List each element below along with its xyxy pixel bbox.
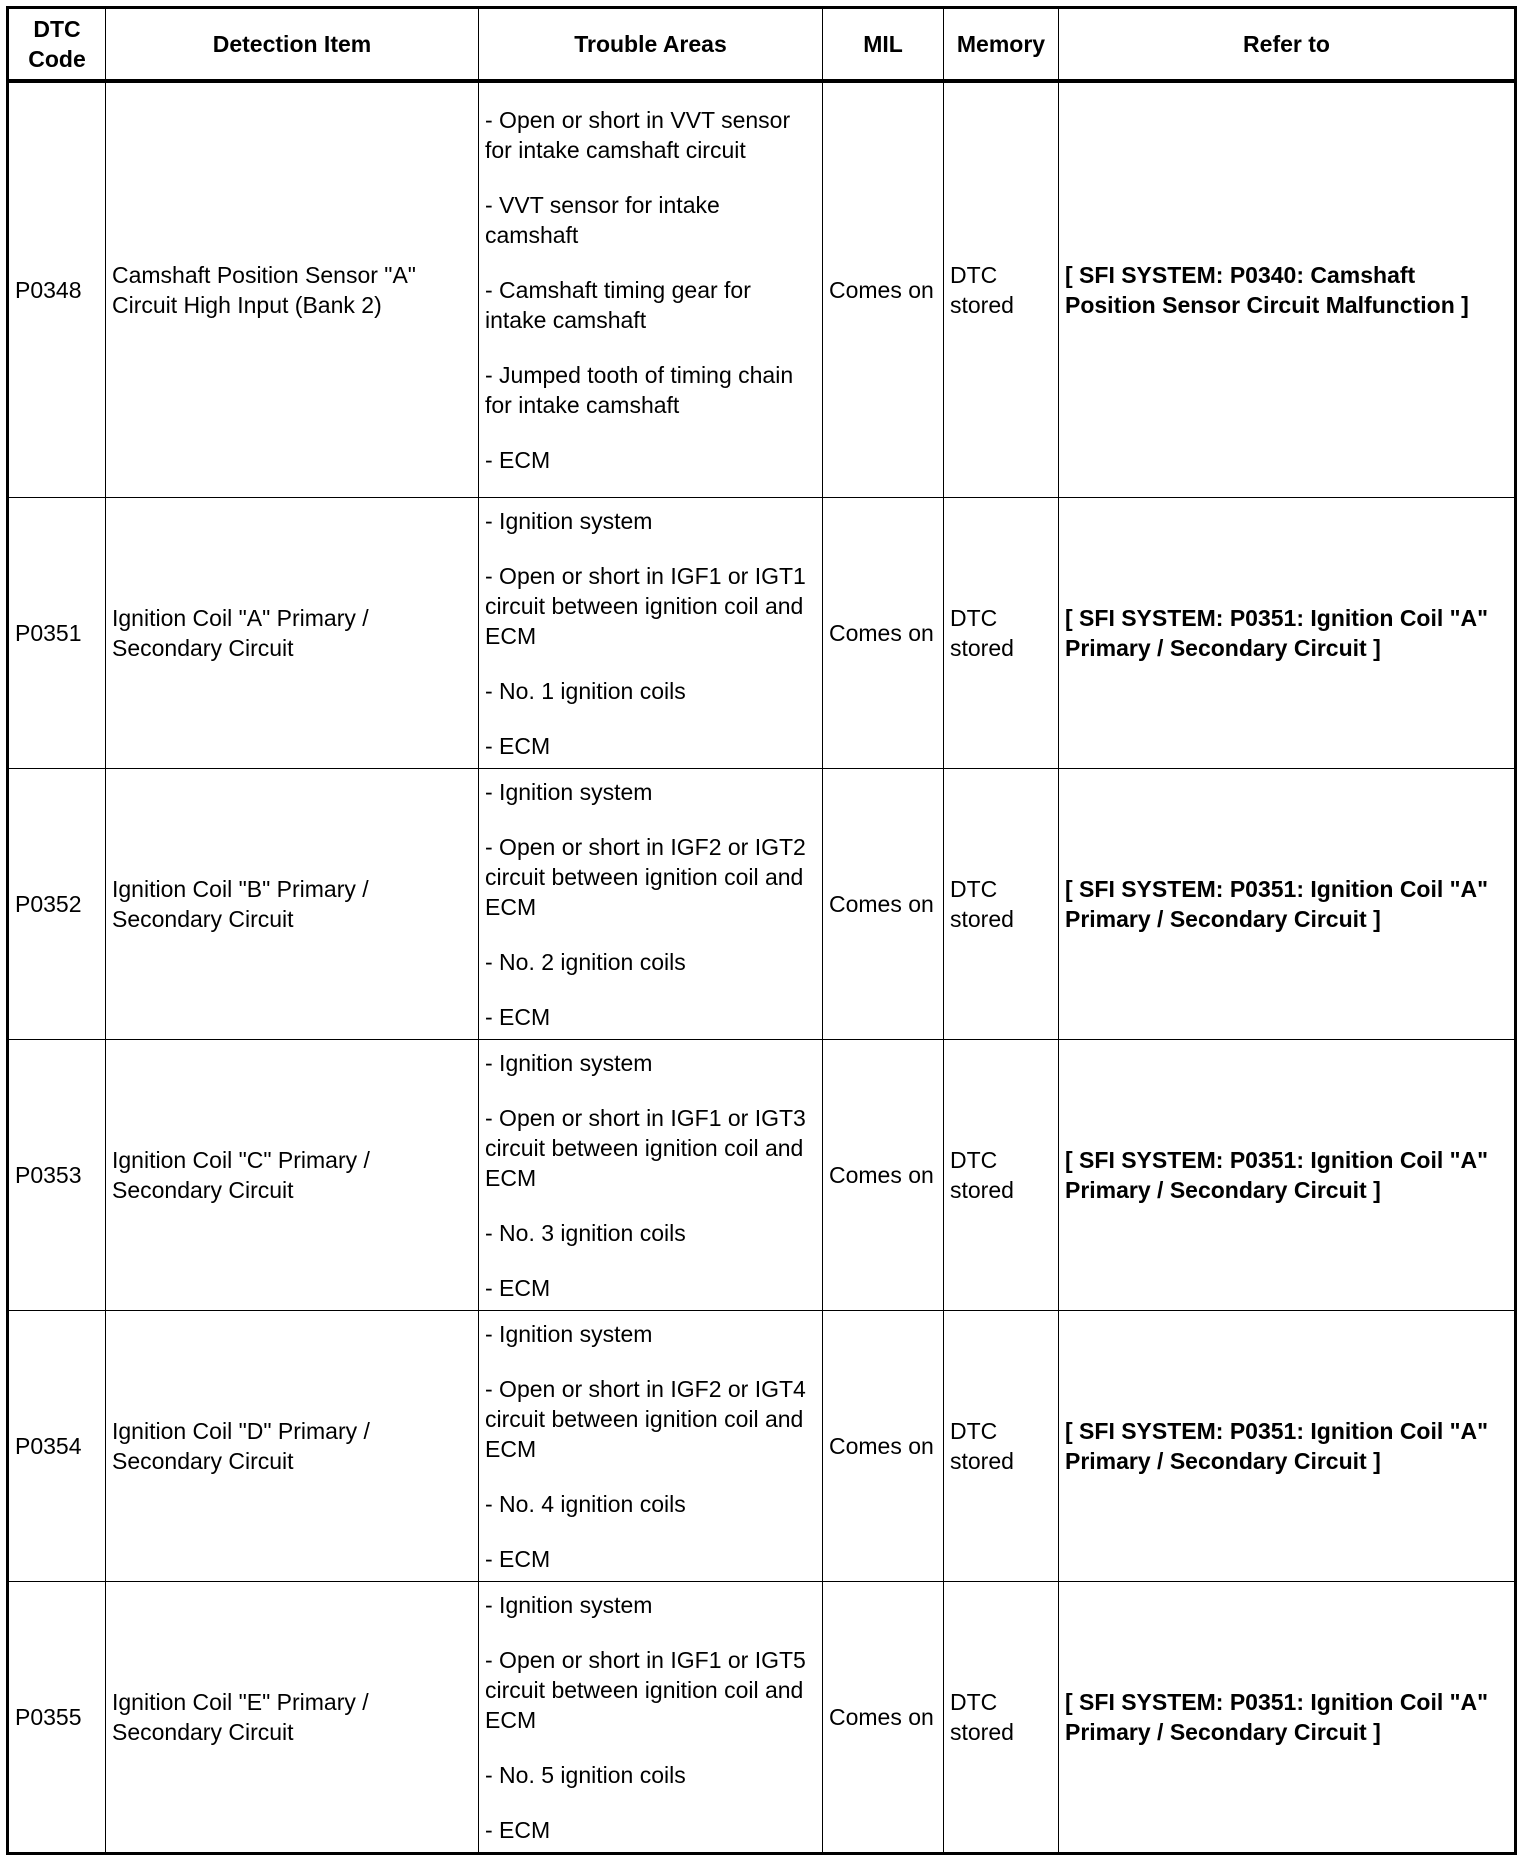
dtc-code: P0355 [8, 1582, 106, 1854]
mil-status: Comes on [823, 81, 944, 498]
trouble-area-item: - No. 4 ignition coils [485, 1490, 686, 1517]
trouble-area-item: - ECM [485, 1816, 551, 1843]
header-refer-to: Refer to [1059, 8, 1516, 82]
trouble-area-item: - No. 1 ignition coils [485, 677, 686, 704]
table-row [8, 498, 1516, 769]
trouble-area-item: - Ignition system [485, 778, 653, 805]
trouble-area-item: - Open or short in IGF1 or IGT5 circuit between ignition coil and ECM [485, 1646, 806, 1733]
dtc-code: P0354 [8, 1311, 106, 1582]
trouble-area-item: - Ignition system [485, 1591, 653, 1618]
memory-status: DTC stored [944, 498, 1059, 769]
header-dtc-code: DTC Code [8, 8, 106, 82]
dtc-code: P0352 [8, 769, 106, 1040]
dtc-table [6, 6, 1517, 1855]
memory-status: DTC stored [944, 1040, 1059, 1311]
dtc-code: P0351 [8, 498, 106, 769]
detection-item: Ignition Coil "B" Primary / Secondary Circuit [106, 769, 479, 1040]
detection-item: Ignition Coil "A" Primary / Secondary Circuit [106, 498, 479, 769]
table-row [8, 1311, 1516, 1582]
trouble-area-item: - ECM [485, 447, 551, 473]
header-row [8, 8, 1516, 82]
table-row [8, 769, 1516, 1040]
trouble-areas [479, 81, 823, 498]
trouble-area-item: - Ignition system [485, 1049, 653, 1076]
detection-item: Camshaft Position Sensor "A" Circuit High Input (Bank 2) [106, 81, 479, 498]
trouble-area-item: - Open or short in IGF2 or IGT2 circuit between ignition coil and ECM [485, 833, 806, 920]
refer-to-link[interactable]: [ SFI SYSTEM: P0351: Ignition Coil "A" Primary / Secondary Circuit ] [1059, 1311, 1516, 1582]
trouble-area-item: - Open or short in IGF2 or IGT4 circuit between ignition coil and ECM [485, 1375, 806, 1462]
mil-status: Comes on [823, 769, 944, 1040]
trouble-area-item: - Open or short in IGF1 or IGT1 circuit between ignition coil and ECM [485, 562, 806, 649]
trouble-areas [479, 769, 823, 1040]
table-row [8, 81, 1516, 498]
mil-status: Comes on [823, 1311, 944, 1582]
memory-status: DTC stored [944, 1311, 1059, 1582]
trouble-area-item: - No. 5 ignition coils [485, 1761, 686, 1788]
trouble-areas [479, 1040, 823, 1311]
header-detection-item: Detection Item [106, 8, 479, 82]
dtc-code: P0353 [8, 1040, 106, 1311]
header-trouble-areas: Trouble Areas [479, 8, 823, 82]
dtc-code: P0348 [8, 81, 106, 498]
refer-to-link[interactable]: [ SFI SYSTEM: P0340: Camshaft Position Sensor Circuit Malfunction ] [1059, 81, 1516, 498]
trouble-area-item: - ECM [485, 1545, 551, 1572]
header-mil: MIL [823, 8, 944, 82]
header-memory: Memory [944, 8, 1059, 82]
trouble-area-item: - ECM [485, 1274, 551, 1301]
trouble-area-item: - Open or short in VVT sensor for intake camshaft circuit [485, 107, 791, 163]
refer-to-link[interactable]: [ SFI SYSTEM: P0351: Ignition Coil "A" Primary / Secondary Circuit ] [1059, 1582, 1516, 1854]
trouble-area-item: - Camshaft timing gear for intake camshaft [485, 277, 751, 333]
trouble-areas [479, 498, 823, 769]
trouble-areas [479, 1582, 823, 1854]
trouble-area-item: - ECM [485, 1003, 551, 1030]
detection-item: Ignition Coil "E" Primary / Secondary Circuit [106, 1582, 479, 1854]
table-row [8, 1582, 1516, 1854]
table-row [8, 1040, 1516, 1311]
trouble-area-item: - Ignition system [485, 1320, 653, 1347]
trouble-area-item: - Ignition system [485, 507, 653, 534]
refer-to-link[interactable]: [ SFI SYSTEM: P0351: Ignition Coil "A" Primary / Secondary Circuit ] [1059, 769, 1516, 1040]
trouble-area-item: - No. 3 ignition coils [485, 1219, 686, 1246]
trouble-area-item: - VVT sensor for intake camshaft [485, 192, 720, 248]
memory-status: DTC stored [944, 1582, 1059, 1854]
trouble-area-item: - ECM [485, 732, 551, 759]
detection-item: Ignition Coil "D" Primary / Secondary Circuit [106, 1311, 479, 1582]
detection-item: Ignition Coil "C" Primary / Secondary Circuit [106, 1040, 479, 1311]
mil-status: Comes on [823, 498, 944, 769]
trouble-areas [479, 1311, 823, 1582]
trouble-area-item: - Jumped tooth of timing chain for intake camshaft [485, 362, 794, 418]
trouble-area-item: - Open or short in IGF1 or IGT3 circuit between ignition coil and ECM [485, 1104, 806, 1191]
refer-to-link[interactable]: [ SFI SYSTEM: P0351: Ignition Coil "A" Primary / Secondary Circuit ] [1059, 1040, 1516, 1311]
memory-status: DTC stored [944, 81, 1059, 498]
trouble-area-item: - No. 2 ignition coils [485, 948, 686, 975]
memory-status: DTC stored [944, 769, 1059, 1040]
mil-status: Comes on [823, 1040, 944, 1311]
mil-status: Comes on [823, 1582, 944, 1854]
refer-to-link[interactable]: [ SFI SYSTEM: P0351: Ignition Coil "A" Primary / Secondary Circuit ] [1059, 498, 1516, 769]
